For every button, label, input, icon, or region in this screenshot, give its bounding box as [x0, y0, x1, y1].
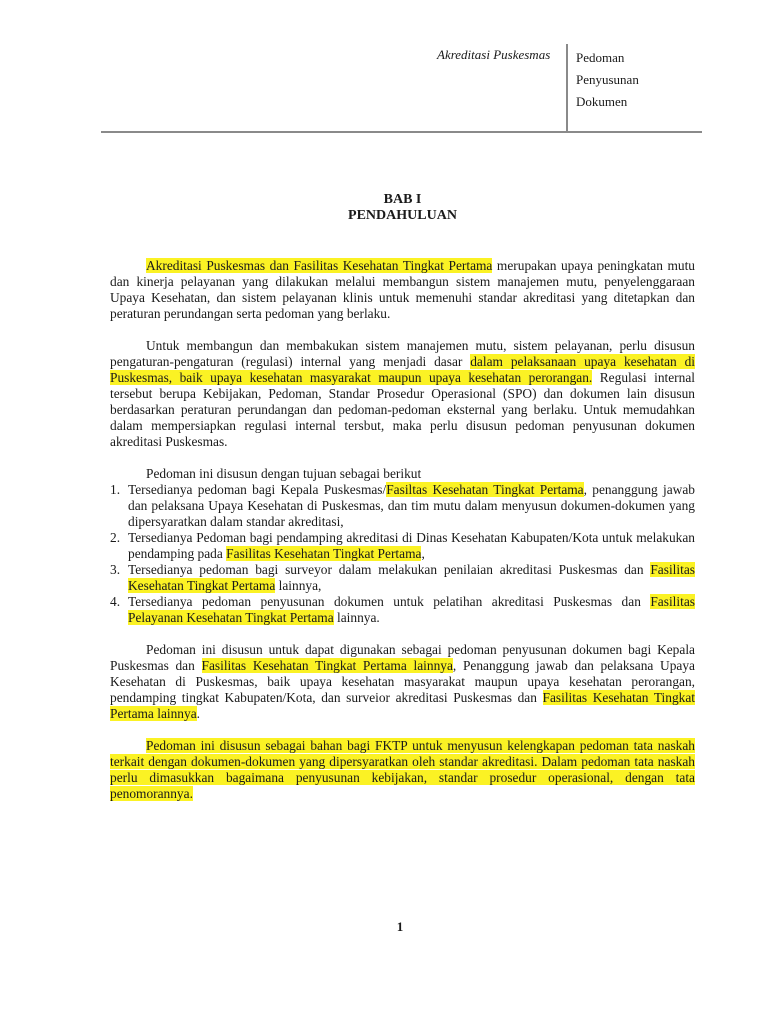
list-item [110, 562, 695, 594]
document-body [110, 258, 695, 818]
list-text: , penanggung jawab dan pelaksana Upaya Kesehatan di Puskesmas, dan tim mutu dalam menyusun dokumen-dokumen yang dipersyaratkan dalam standar akreditasi, [128, 482, 695, 529]
paragraph-4 [110, 738, 695, 802]
header-title: Akreditasi Puskesmas [437, 47, 551, 62]
paragraph-1 [110, 258, 695, 322]
header-vertical-rule [566, 44, 568, 132]
header-doc-type [576, 47, 696, 113]
list-text: Tersedianya pedoman bagi Kepala Puskesmas/ [128, 482, 387, 497]
paragraph-text: Regulasi internal tersebut berupa Kebijakan, Pedoman, Standar Prosedur Operasional (SPO) dan dokumen lain disusun berdasarkan peraturan perundangan dan pedoman-pedoman eksternal yang berlaku. Untuk memudahkan dalam mempersiapkan regulasi internal tersbut, maka perlu disusun pedoman penyusunan dokumen akreditasi Puskesmas. [110, 370, 695, 449]
objectives-list [110, 482, 695, 626]
list-number: 3. [110, 562, 121, 577]
page-number: 1 [396, 919, 404, 934]
paragraph-text: Pedoman ini disusun untuk dapat digunakan sebagai pedoman penyusunan dokumen bagi Kepala Puskesmas dan [110, 642, 695, 673]
header-doc-type-line-2: Penyusunan [576, 72, 639, 87]
paragraph-text: , Penanggung jawab dan pelaksana Upaya Kesehatan di Puskesmas, baik upaya kesehatan masyarakat maupun upaya kesehatan perorangan, pendamping tingkat Kabupaten/Kota, dan surveior akreditasi Puskesmas dan [110, 658, 695, 705]
highlight-text: Fasilitas Kesehatan Tingkat Pertama [128, 562, 695, 593]
list-text: lainnya. [333, 610, 380, 625]
highlight-text: Fasilitas Kesehatan Tingkat Pertama lainnya [110, 690, 695, 721]
paragraph-2 [110, 338, 695, 450]
chapter-title: PENDAHULUAN [348, 208, 457, 223]
list-item [110, 594, 695, 626]
list-text: Tersedianya pedoman bagi surveyor dalam melakukan penilaian akreditasi Puskesmas dan [128, 562, 651, 577]
list-number: 1. [110, 482, 121, 497]
chapter-number: BAB I [383, 192, 422, 207]
highlight-text: Fasilitas Kesehatan Tingkat Pertama [226, 546, 422, 561]
list-item [110, 530, 695, 562]
highlight-text: Akreditasi Puskesmas dan Fasilitas Kesehatan Tingkat Pertama [146, 258, 493, 273]
list-item [110, 482, 695, 530]
paragraph-text: . [196, 706, 200, 721]
highlight-text: Pedoman ini disusun sebagai bahan bagi FKTP untuk menyusun kelengkapan pedoman tata naskah terkait dengan dokumen-dokumen yang dipersyaratkan oleh standar akreditasi. Dalam pedoman tata naskah perlu dimasukkan bagaimana penyusunan kebijakan, standar prosedur operasional, dengan tata penomorannya. [110, 738, 695, 801]
list-number: 4. [110, 594, 121, 609]
list-text: Tersedianya pedoman penyusunan dokumen untuk pelatihan akreditasi Puskesmas dan [128, 594, 651, 609]
paragraph-text: Untuk membangun dan membakukan sistem manajemen mutu, sistem pelayanan, perlu disusun pengaturan-pengaturan (regulasi) internal yang menjadi dasar [110, 338, 695, 369]
paragraph-3 [110, 642, 695, 722]
list-number: 2. [110, 530, 121, 545]
header-doc-type-line-1: Pedoman [576, 50, 625, 65]
paragraph-text: merupakan upaya peningkatan mutu dan kinerja pelayanan yang dilakukan melalui membangun sistem manajemen mutu, penyelenggaraan Upaya Kesehatan, dan sistem pelayanan klinis untuk memenuhi standar akreditasi yang ditetapkan dan peraturan perundangan serta pedoman yang berlaku. [110, 258, 696, 321]
list-text: , [421, 546, 425, 561]
list-text: lainnya, [275, 578, 322, 593]
list-lead: Pedoman ini disusun dengan tujuan sebagai berikut [146, 466, 422, 481]
header-horizontal-rule [101, 131, 702, 133]
list-text: Tersedianya Pedoman bagi pendamping akreditasi di Dinas Kesehatan Kabupaten/Kota untuk melakukan pendamping pada [128, 530, 695, 561]
header-doc-type-line-3: Dokumen [576, 94, 628, 109]
highlight-text: dalam pelaksanaan upaya kesehatan di Puskesmas, baik upaya kesehatan masyarakat maupun upaya kesehatan perorangan. [110, 354, 696, 385]
highlight-text: Fasilitas Kesehatan Tingkat Pertama lainnya [201, 658, 453, 673]
highlight-text: Fasilitas Pelayanan Kesehatan Tingkat Pertama [128, 594, 695, 625]
highlight-text: Fasiltas Kesehatan Tingkat Pertama [386, 482, 584, 497]
